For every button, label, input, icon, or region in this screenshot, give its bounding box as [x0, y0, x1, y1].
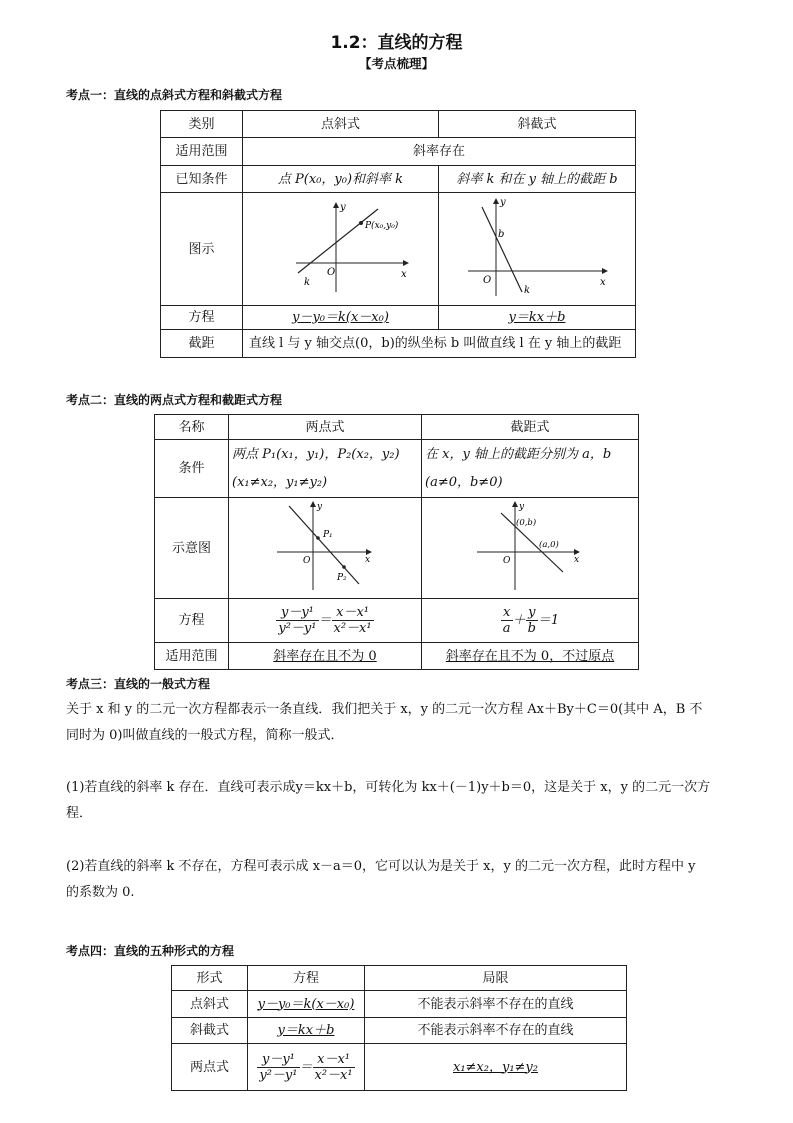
- cond-slope-intercept: 斜率 k 和在 y 轴上的截距 b: [439, 166, 636, 193]
- cond-line: 在 x，y 轴上的截距分别为 a，b: [425, 446, 612, 462]
- eq-two-point: $\frac{\text{y－y¹}}{\text{y²－y¹}}$ ＝ $\frac{\text{x－x¹}}{\text{x²－x¹}}$: [229, 599, 422, 643]
- y-label: y: [339, 201, 346, 213]
- origin-label: O: [303, 555, 311, 566]
- case-1-paragraph: [66, 775, 736, 827]
- section-heading-3: 考点三：直线的一般式方程: [66, 677, 211, 691]
- origin-label: O: [326, 266, 335, 278]
- header-cell: 两点式: [229, 415, 422, 440]
- fraction-left: $\frac{\text{y－y¹}}{\text{y²－y¹}}$: [259, 1051, 298, 1083]
- point-slope-diagram: [266, 197, 416, 297]
- cond-two-point: [229, 440, 422, 498]
- section-heading-4: 考点四：直线的五种形式的方程: [66, 944, 235, 958]
- page-subtitle: 【考点梳理】: [358, 56, 434, 71]
- table-row: [172, 1044, 627, 1091]
- point-p: [359, 221, 363, 225]
- a-point-label: (a,0): [539, 539, 559, 550]
- eq-cell: y＝kx＋b: [248, 1018, 365, 1044]
- row-label: 已知条件: [161, 166, 243, 193]
- text-line: (1)若直线的斜率 k 存在．直线可表示成y＝kx＋b，可转化为 kx＋(－1)y＋b＝0，这是关于 x，y 的二元一次方: [66, 780, 711, 795]
- row-label: 适用范围: [161, 138, 243, 166]
- section-heading-1: 考点一：直线的点斜式方程和斜截式方程: [66, 88, 283, 102]
- slope-intercept-diagram: [462, 197, 612, 297]
- form-cell: 点斜式: [172, 991, 248, 1018]
- row-label: 方程: [161, 306, 243, 330]
- row-label: 截距: [161, 330, 243, 358]
- diagram-cell: [422, 498, 639, 599]
- line: [289, 506, 359, 584]
- header-cell: 形式: [172, 966, 248, 991]
- header-cell: 方程: [248, 966, 365, 991]
- fraction-right: $\frac{\text{x－x¹}}{\text{x²－x¹}}$: [333, 605, 372, 636]
- text-line: 同时为 0)叫做直线的一般式方程，简称一般式．: [66, 728, 344, 743]
- point-p2: [342, 565, 346, 569]
- cond-line: 两点 P₁(x₁，y₁)，P₂(x₂，y₂): [232, 446, 400, 462]
- p1-label: P₁: [323, 529, 333, 540]
- header-cell: 斜截式: [439, 111, 636, 138]
- header-cell: 截距式: [422, 415, 639, 440]
- text-line: 的系数为 0.: [66, 885, 135, 900]
- two-point-diagram: [275, 500, 375, 592]
- b-label: b: [498, 228, 505, 240]
- x-label: x: [365, 554, 371, 565]
- diagram-cell: [439, 193, 636, 306]
- row-label: 适用范围: [155, 643, 229, 670]
- form-cell: 斜截式: [172, 1018, 248, 1044]
- header-cell: 点斜式: [243, 111, 439, 138]
- form-cell: 两点式: [172, 1044, 248, 1091]
- general-form-paragraph: [66, 697, 736, 749]
- text-line: (2)若直线的斜率 k 不存在，方程可表示成 x－a＝0，它可以认为是关于 x，y 的二元一次方程，此时方程中 y: [66, 859, 696, 874]
- origin-label: O: [483, 274, 492, 286]
- point-p1: [316, 536, 320, 540]
- case-2-paragraph: [66, 854, 736, 906]
- diagram-cell: [229, 498, 422, 599]
- point-label: P(x₀,y₀): [364, 220, 398, 231]
- table-row: [172, 1018, 627, 1044]
- row-label: 方程: [155, 599, 229, 643]
- header-cell: 名称: [155, 415, 229, 440]
- scope-two-point: 斜率存在且不为 0: [229, 643, 422, 670]
- page-title: 1.2：直线的方程: [330, 33, 463, 53]
- header-cell: 类别: [161, 111, 243, 138]
- limit-cell: 不能表示斜率不存在的直线: [365, 1018, 627, 1044]
- section-heading-2: 考点二：直线的两点式方程和截距式方程: [66, 393, 283, 407]
- text-line: 程．: [66, 806, 93, 821]
- scope-value: 斜率存在: [243, 138, 636, 166]
- y-label: y: [500, 196, 506, 208]
- cond-intercept: [422, 440, 639, 498]
- fraction-y-b: $\frac{y}{b}$: [527, 605, 536, 636]
- limit-cell: 不能表示斜率不存在的直线: [365, 991, 627, 1018]
- fraction-right: $\frac{\text{x－x¹}}{\text{x²－x¹}}$: [314, 1051, 353, 1083]
- header-cell: 局限: [365, 966, 627, 991]
- eq-point-slope: y－y₀＝k(x－x₀): [243, 306, 439, 330]
- five-forms-table: [171, 965, 627, 1091]
- row-label: 图示: [161, 193, 243, 306]
- b-point-label: (0,b): [516, 517, 537, 528]
- origin-label: O: [503, 555, 511, 566]
- row-label: 条件: [155, 440, 229, 498]
- diagram-cell: [243, 193, 439, 306]
- cond-line: (a≠0，b≠0): [425, 474, 503, 490]
- scope-intercept: 斜率存在且不为 0，不过原点: [422, 643, 639, 670]
- cond-line: (x₁≠x₂，y₁≠y₂): [232, 474, 328, 490]
- point-slope-table: [160, 110, 636, 358]
- line-label: k: [524, 284, 531, 296]
- line-label: k: [303, 276, 310, 288]
- fraction-x-a: $\frac{x}{a}$: [502, 605, 511, 636]
- table-row: [172, 991, 627, 1018]
- cond-point-slope: 点 P(x₀，y₀)和斜率 k: [243, 166, 439, 193]
- x-label: x: [400, 268, 407, 280]
- p2-label: P₂: [337, 572, 347, 583]
- eq-slope-intercept: y＝kx＋b: [439, 306, 636, 330]
- intercept-definition: 直线 l 与 y 轴交点(0，b)的纵坐标 b 叫做直线 l 在 y 轴上的截距: [243, 330, 636, 358]
- x-label: x: [600, 276, 606, 288]
- two-point-table: [154, 414, 639, 670]
- y-label: y: [317, 501, 323, 512]
- y-label: y: [519, 501, 525, 512]
- row-label: 示意图: [155, 498, 229, 599]
- eq-intercept: $\frac{x}{a}$ ＋ $\frac{y}{b}$ ＝1: [422, 599, 639, 643]
- text-line: 关于 x 和 y 的二元一次方程都表示一条直线．我们把关于 x，y 的二元一次方程 Ax＋By＋C＝0(其中 A，B 不: [66, 702, 703, 717]
- eq-cell: y－y₀＝k(x－x₀): [248, 991, 365, 1018]
- eq-cell: $\frac{\text{y－y¹}}{\text{y²－y¹}}$ ＝ $\frac{\text{x－x¹}}{\text{x²－x¹}}$: [248, 1044, 365, 1091]
- limit-cell: x₁≠x₂，y₁≠y₂: [365, 1044, 627, 1091]
- intercept-diagram: [475, 500, 585, 592]
- x-label: x: [574, 554, 580, 565]
- fraction-left: $\frac{\text{y－y¹}}{\text{y²－y¹}}$: [278, 605, 317, 636]
